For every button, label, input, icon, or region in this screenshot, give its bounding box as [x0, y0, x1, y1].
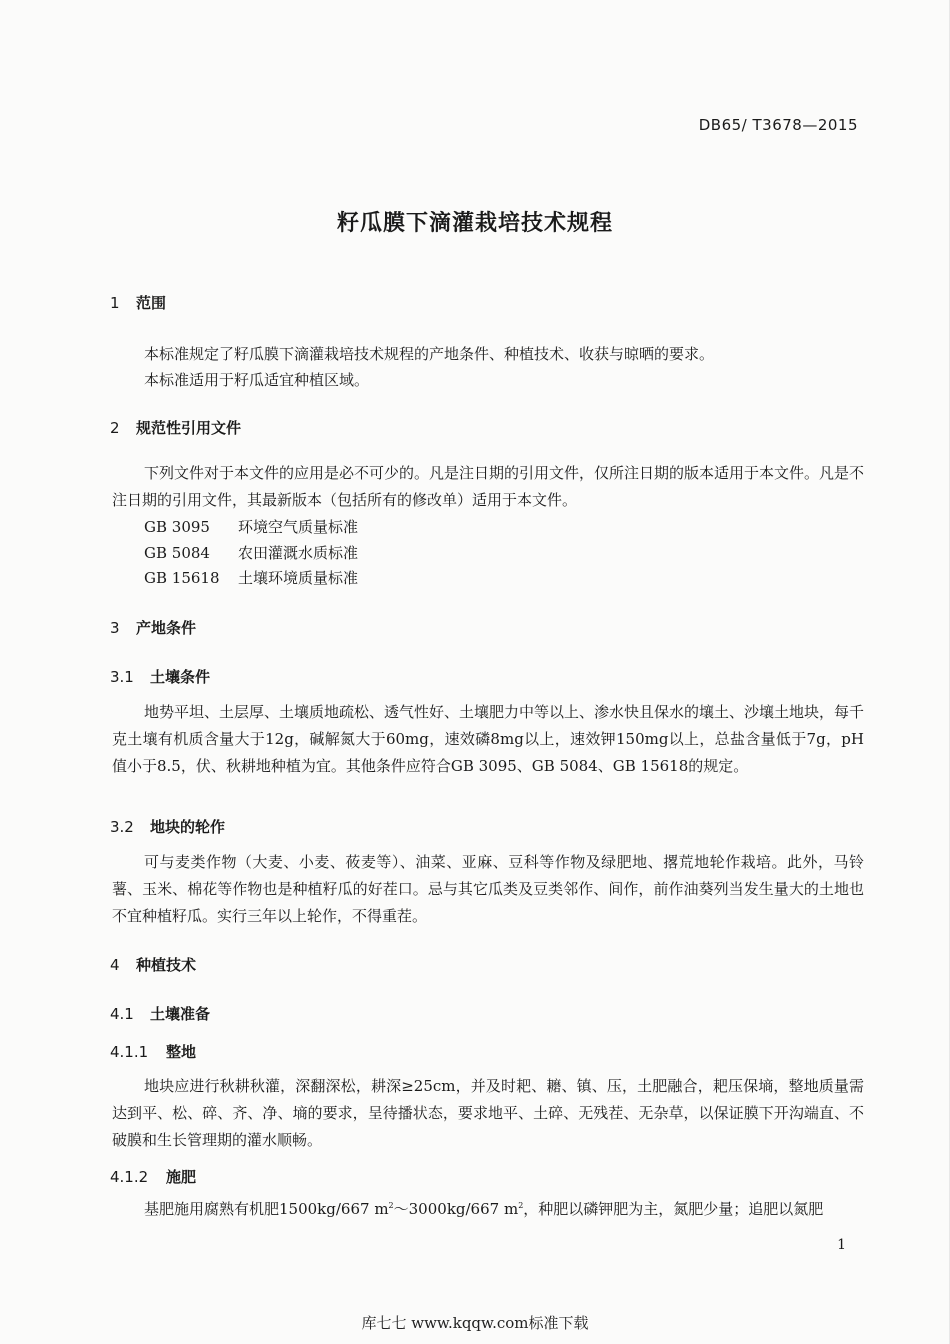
reference-row: GB 15618 土壤环境质量标准 — [144, 569, 359, 587]
reference-row: GB 3095 环境空气质量标准 — [144, 518, 359, 536]
section-4-1-1-paragraph: 地块应进行秋耕秋灌，深翻深松，耕深≥25cm，并及时耙、耱、镇、压，土肥融合，耙压保墒，整地质量需达到平、松、碎、齐、净、墒的要求，呈待播状态，要求地平、土碎、无残茬、无杂草，以保证膜下开沟端直、不破膜和生长管理期的灌水顺畅。 — [112, 1077, 864, 1149]
section-1-line-1: 本标准规定了籽瓜膜下滴灌栽培技术规程的产地条件、种植技术、收获与晾晒的要求。 — [144, 345, 715, 363]
site-watermark: 库七七 www.kqqw.com标准下载 — [361, 1314, 589, 1332]
section-2-heading: 2 规范性引用文件 — [110, 419, 242, 437]
document-title: 籽瓜膜下滴灌栽培技术规程 — [336, 210, 613, 236]
document-code: DB65/ T3678—2015 — [698, 116, 858, 134]
section-4-1-heading: 4.1 土壤准备 — [110, 1005, 211, 1023]
section-4-1-1-heading: 4.1.1 整地 — [110, 1043, 197, 1061]
section-2-paragraph: 下列文件对于本文件的应用是必不可少的。凡是注日期的引用文件，仅所注日期的版本适用于本文件。凡是不注日期的引用文件，其最新版本（包括所有的修改单）适用于本文件。 — [112, 464, 865, 509]
section-4-1-2-line: 基肥施用腐熟有机肥1500kg/667 $m^2\sim 3000kg/667$ $m^2$，种肥以磷钾肥为主，氮肥少量；追肥以氮肥 — [144, 1200, 824, 1218]
section-1-line-2: 本标准适用于籽瓜适宜种植区域。 — [144, 371, 370, 389]
section-4-heading: 4 种植技术 — [110, 956, 197, 974]
section-3-2-heading: 3.2 地块的轮作 — [110, 818, 226, 836]
reference-row: GB 5084 农田灌溉水质标准 — [144, 544, 359, 562]
section-4-1-2-heading: 4.1.2 施肥 — [110, 1168, 197, 1186]
page-number: 1 — [837, 1237, 846, 1253]
section-3-2-paragraph: 可与麦类作物（大麦、小麦、莜麦等）、油菜、亚麻、豆科等作物及绿肥地、撂荒地轮作栽培。此外，马铃薯、玉米、棉花等作物也是种植籽瓜的好茬口。忌与其它瓜类及豆类邻作、间作，前作油葵列当发生量大的土地也不宜种植籽瓜。实行三年以上轮作，不得重茬。 — [112, 853, 864, 925]
section-3-heading: 3 产地条件 — [110, 619, 197, 637]
section-3-1-paragraph: 地势平坦、土层厚、土壤质地疏松、透气性好、土壤肥力中等以上、渗水快且保水的壤土、沙壤土地块，每千克土壤有机质含量大于12g，碱解氮大于60mg，速效磷8mg以上，速效钾150mg以上，总盐含量低于7g，pH值小于8.5，伏、秋耕地种植为宜。其他条件应符合GB 3095、GB 5084、GB 15618的规定。 — [112, 703, 865, 775]
section-1-heading: 1 范围 — [110, 294, 167, 312]
section-3-1-heading: 3.1 土壤条件 — [110, 668, 211, 686]
